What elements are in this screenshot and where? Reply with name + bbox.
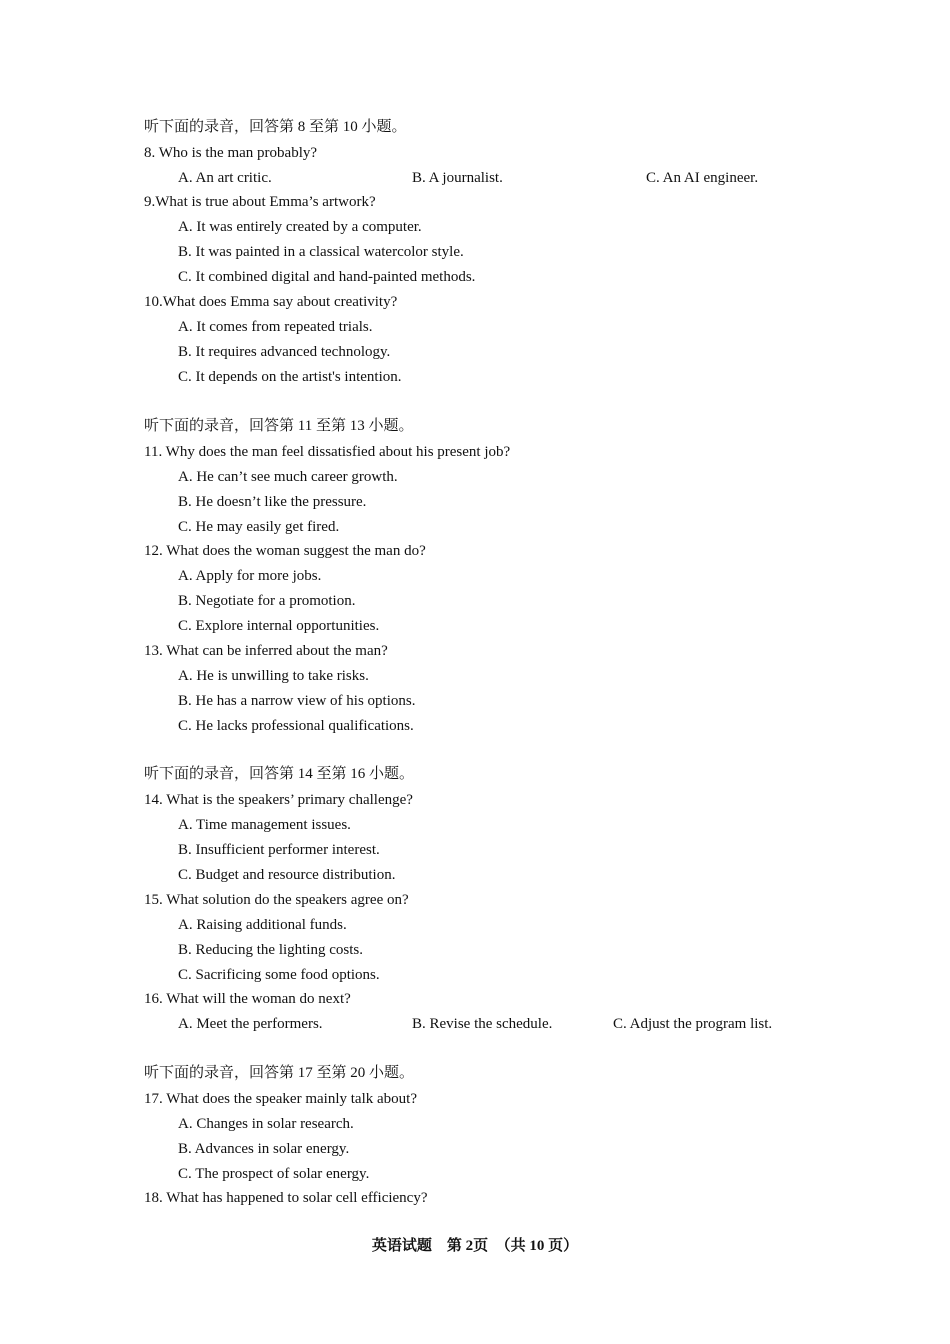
option-8c: C. An AI engineer. xyxy=(646,170,759,186)
option-13c: C. He lacks professional qualifications. xyxy=(178,718,414,734)
option-10c: C. It depends on the artist's intention. xyxy=(178,369,402,385)
option-16b: B. Revise the schedule. xyxy=(412,1016,553,1032)
option-12c: C. Explore internal opportunities. xyxy=(178,618,380,634)
option-8b: B. A journalist. xyxy=(412,170,503,186)
question-18: 18. What has happened to solar cell efficiency? xyxy=(144,1190,428,1206)
option-15c: C. Sacrificing some food options. xyxy=(178,967,380,983)
question-8: 8. Who is the man probably? xyxy=(144,145,318,161)
question-17: 17. What does the speaker mainly talk about? xyxy=(144,1091,417,1107)
option-16a: A. Meet the performers. xyxy=(178,1016,323,1032)
option-11c: C. He may easily get fired. xyxy=(178,519,340,535)
question-15: 15. What solution do the speakers agree on? xyxy=(144,892,409,908)
page-footer: 英语试题 第 2页 （共 10 页） xyxy=(371,1238,579,1254)
option-14a: A. Time management issues. xyxy=(178,817,351,833)
option-12b: B. Negotiate for a promotion. xyxy=(178,593,356,609)
option-17b: B. Advances in solar energy. xyxy=(178,1141,350,1157)
option-8a: A. An art critic. xyxy=(178,170,272,186)
option-10a: A. It comes from repeated trials. xyxy=(178,319,373,335)
option-15a: A. Raising additional funds. xyxy=(178,917,347,933)
section-instruction: 听下面的录音，回答第 17 至第 20 小题。 xyxy=(144,1065,415,1081)
option-12a: A. Apply for more jobs. xyxy=(178,568,322,584)
question-11: 11. Why does the man feel dissatisfied about his present job? xyxy=(144,444,511,460)
option-9a: A. It was entirely created by a computer. xyxy=(178,219,422,235)
question-16: 16. What will the woman do next? xyxy=(144,991,351,1007)
option-14b: B. Insufficient performer interest. xyxy=(178,842,380,858)
section-instruction: 听下面的录音，回答第 8 至第 10 小题。 xyxy=(144,119,407,135)
option-17a: A. Changes in solar research. xyxy=(178,1116,354,1132)
option-10b: B. It requires advanced technology. xyxy=(178,344,391,360)
option-11a: A. He can’t see much career growth. xyxy=(178,469,398,485)
option-17c: C. The prospect of solar energy. xyxy=(178,1166,370,1182)
option-9b: B. It was painted in a classical watercolor style. xyxy=(178,244,464,260)
option-15b: B. Reducing the lighting costs. xyxy=(178,942,363,958)
question-14: 14. What is the speakers’ primary challenge? xyxy=(144,792,413,808)
section-instruction: 听下面的录音，回答第 14 至第 16 小题。 xyxy=(144,766,415,782)
option-13b: B. He has a narrow view of his options. xyxy=(178,693,416,709)
section-instruction: 听下面的录音，回答第 11 至第 13 小题。 xyxy=(144,418,414,434)
question-12: 12. What does the woman suggest the man do? xyxy=(144,543,426,559)
question-10: 10.What does Emma say about creativity? xyxy=(144,294,398,310)
option-11b: B. He doesn’t like the pressure. xyxy=(178,494,367,510)
option-9c: C. It combined digital and hand-painted methods. xyxy=(178,269,476,285)
question-13: 13. What can be inferred about the man? xyxy=(144,643,388,659)
question-9: 9.What is true about Emma’s artwork? xyxy=(144,194,376,210)
option-13a: A. He is unwilling to take risks. xyxy=(178,668,369,684)
option-16c: C. Adjust the program list. xyxy=(613,1016,773,1032)
option-14c: C. Budget and resource distribution. xyxy=(178,867,396,883)
